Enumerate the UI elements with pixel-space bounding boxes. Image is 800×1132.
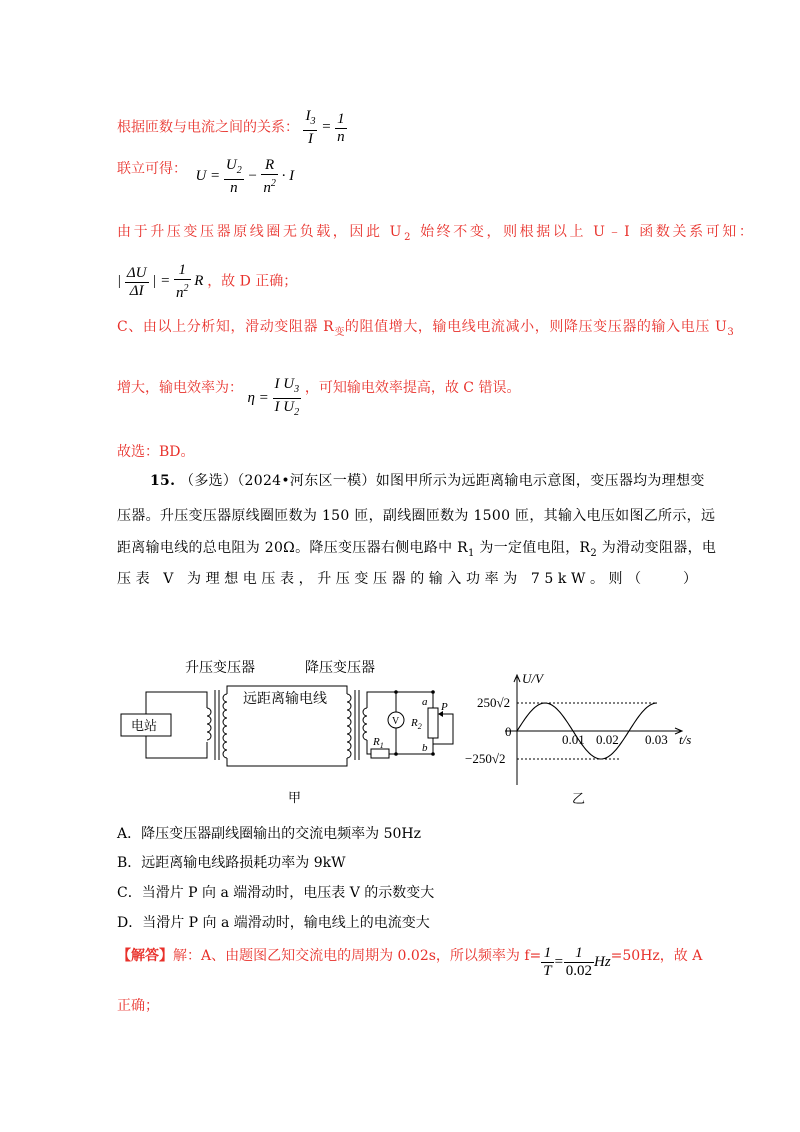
step-down-secondary-coil (363, 708, 367, 740)
x-tick-0-03: 0.03 (645, 732, 668, 747)
solution-line-3: 由于升压变压器原线圈无负载，因此 $U_2$ 始终不变，则根据以上 U﹣I 函数关系可知： (117, 224, 756, 243)
x-tick-0-02: 0.02 (596, 732, 619, 747)
label-step-down: 降压变压器 (305, 660, 375, 676)
solution-final: 故选：BD。 (117, 444, 195, 460)
option-d: D．当滑片 P 向 a 端滑动时，输电线上的电流变大 (117, 915, 430, 931)
caption-jia: 甲 (288, 791, 302, 806)
label-station: 电站 (131, 719, 158, 734)
label-p: P (441, 701, 448, 713)
question-line-1: 15. （多选）（2024•河东区一模）如图甲所示为远距离输电示意图，变压器均为理想变 (150, 473, 705, 489)
y-tick-peak: 250√2 (477, 695, 511, 710)
solution-line-6: 增大，输电效率为： η = $\frac{I U_3}{I U_2}$ ，可知输电效率提高，故 C 错误。 (117, 376, 521, 418)
option-c: C．当滑片 P 向 a 端滑动时，电压表 V 的示数变大 (117, 885, 435, 901)
step-up-secondary-coil (223, 694, 227, 758)
circuit-diagram (115, 650, 475, 810)
y-tick-trough: −250√2 (465, 751, 506, 766)
x-tick-0-01: 0.01 (562, 732, 585, 747)
question-line-2: 压器。升压变压器原线圈匝数为 150 匝，副线圈匝数为 1500 匝，其输入电压如图乙所示，远 (117, 508, 716, 524)
resistor-r2 (428, 708, 438, 738)
solution-line-2: 联立可得： U = $\frac{U_2}{n}$ − $\frac{R}{n^2}$ · I (117, 157, 295, 196)
option-b: B．远距离输电线路损耗功率为 9kW (117, 855, 346, 871)
caption-yi: 乙 (572, 792, 586, 807)
x-axis-label: t/s (679, 732, 692, 747)
label-b: b (422, 742, 428, 754)
question-number: 15. (150, 473, 176, 489)
label-r1: $R_1$ (373, 736, 384, 750)
label-step-up: 升压变压器 (185, 660, 255, 676)
resistor-r1 (371, 749, 389, 758)
label-voltmeter: V (392, 716, 400, 727)
label-a: a (422, 696, 428, 708)
voltage-waveform-chart (455, 665, 715, 815)
answer-line-2: 正确； (117, 998, 159, 1014)
step-down-primary-coil (347, 694, 351, 758)
origin-label: 0 (505, 724, 512, 739)
label-r2: $R_2$ (411, 717, 422, 731)
answer-tag: 【解答】 (117, 947, 173, 964)
solution-line-4: | $\frac{\Delta U}{\Delta I}$ | = $\frac{1}{n^2}$ R ，故 D 正确； (117, 262, 298, 301)
solution-line-5: C、由以上分析知，滑动变阻器 $R_变$的阻值增大，输电线电流减小，则降压变压器的输入电压 $U_3$ (117, 319, 735, 338)
question-line-4: 压表 V 为理想电压表，升压变压器的输入功率为 75kW。则（ ） (117, 571, 702, 587)
option-a: A．降压变压器副线圈输出的交流电频率为 50Hz (117, 826, 421, 842)
transmission-line-bottom (227, 758, 347, 766)
answer-line-1: 【解答】解：A、由题图乙知交流电的周期为 0.02s，所以频率为 f= $\frac{1}{T}$ = $\frac{1}{0.02}$ Hz=50Hz，故 A (117, 945, 703, 979)
question-line-3: 距离输电线的总电阻为 20Ω。降压变压器右侧电路中 $R_1$ 为一定值电阻，$R_2$ 为滑动变阻器，电 (117, 540, 717, 559)
label-transmission-line: 远距离输电线 (243, 691, 327, 707)
solution-line-1: 根据匝数与电流之间的关系： $\frac{I_3}{I}$ = $\frac{1}{n}$ (117, 108, 345, 147)
y-axis-label: U/V (522, 671, 543, 686)
step-up-primary-coil (207, 708, 211, 740)
